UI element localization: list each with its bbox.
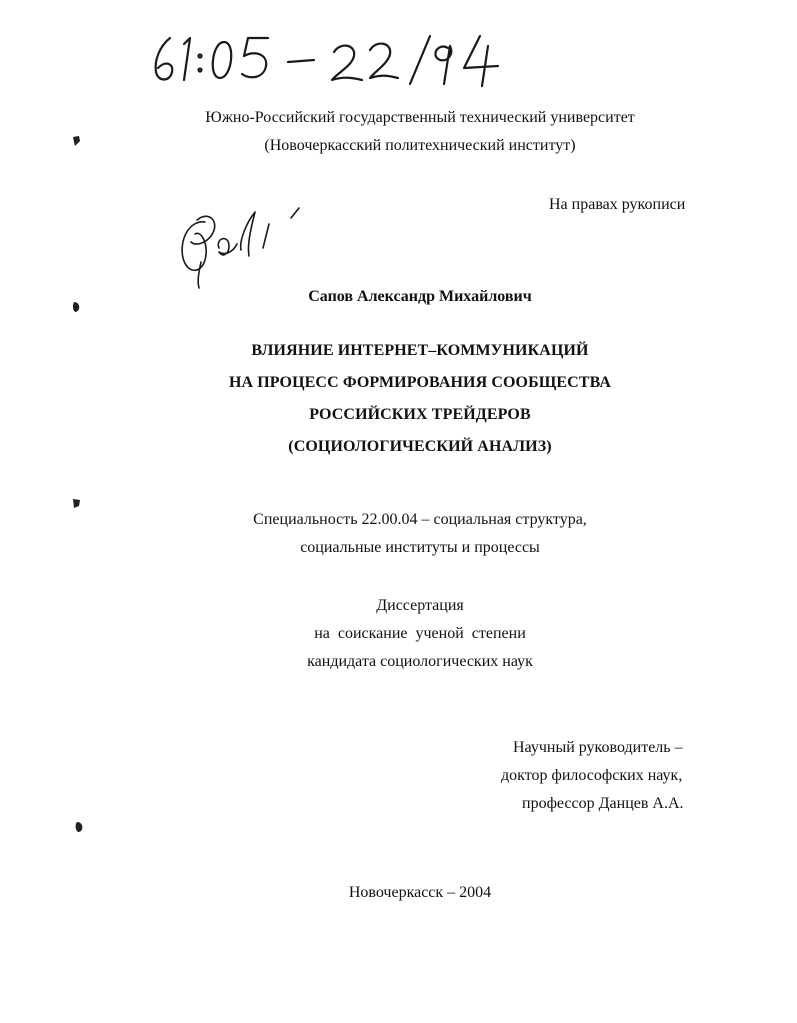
university-former-name: (Новочеркасский политехнический институт) xyxy=(264,137,576,154)
city-year: Новочеркасск – 2004 xyxy=(348,884,492,901)
title-line-3: РОССИЙСКИХ ТРЕЙДЕРОВ xyxy=(309,406,531,423)
margin-mark-4 xyxy=(74,820,86,834)
dissertation-degree: кандидата социологических наук xyxy=(307,653,533,670)
handwritten-archive-number xyxy=(148,28,508,90)
supervisor-role: Научный руководитель – xyxy=(513,739,683,756)
margin-mark-1 xyxy=(71,134,83,148)
title-line-2: НА ПРОЦЕСС ФОРМИРОВАНИЯ СООБЩЕСТВА xyxy=(228,374,612,391)
specialty-line-2: социальные институты и процессы xyxy=(300,539,540,556)
supervisor-degree: доктор философских наук, xyxy=(501,767,683,784)
supervisor-name: профессор Данцев А.А. xyxy=(522,795,684,812)
dissertation-type: Диссертация xyxy=(376,597,464,614)
signature xyxy=(175,200,305,290)
title-line-1: ВЛИЯНИЕ ИНТЕРНЕТ–КОММУНИКАЦИЙ xyxy=(251,342,589,359)
university-name: Южно-Российский государственный технический университет xyxy=(205,109,635,126)
author-name: Сапов Александр Михайлович xyxy=(308,288,532,305)
title-line-4: (СОЦИОЛОГИЧЕСКИЙ АНАЛИЗ) xyxy=(288,438,552,455)
dissertation-purpose: на соискание ученой степени xyxy=(314,625,526,642)
margin-mark-3 xyxy=(71,497,83,511)
specialty-line-1: Специальность 22.00.04 – социальная структура, xyxy=(253,511,587,528)
rights-note: На правах рукописи xyxy=(549,196,686,213)
